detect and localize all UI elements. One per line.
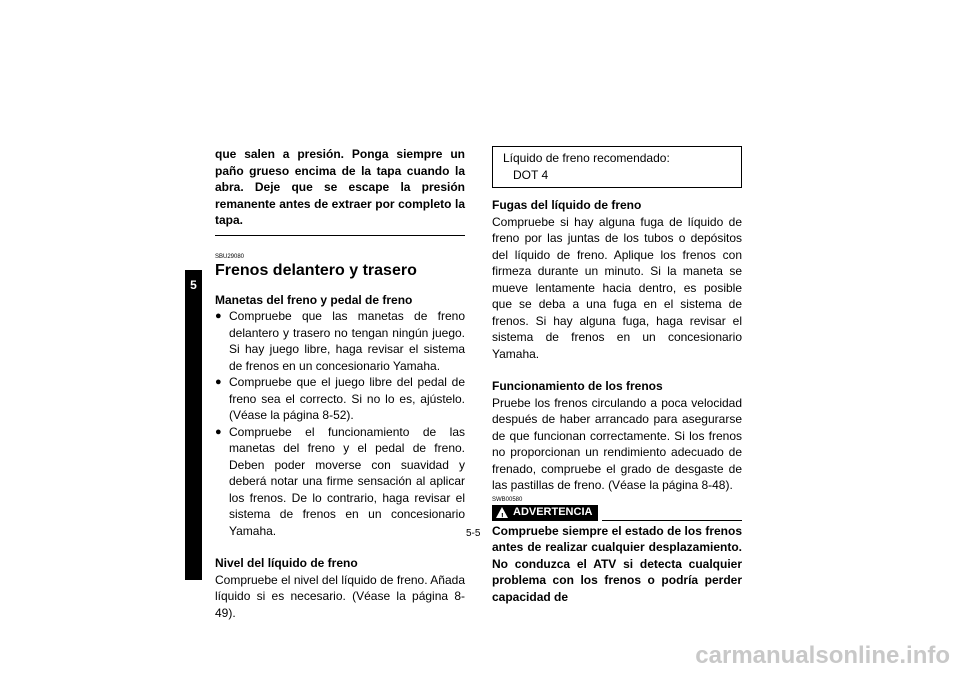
section-code: SBU29080 <box>215 253 245 260</box>
bullet-icon: ● <box>215 310 222 322</box>
subheading-fluid-level: Nivel del líquido de freno <box>215 556 358 570</box>
list-item: ● Compruebe que las manetas de freno delantero y trasero no tengan ningún juego. Si hay juego libre, haga revisar el sistema de frenos en un concesionario Yamaha. <box>215 309 465 373</box>
section-heading: Frenos delantero y trasero <box>215 261 417 279</box>
page-number: 5-5 <box>466 528 481 539</box>
box-label: Líquido de freno recomendado: <box>503 151 670 165</box>
bullet-icon: ● <box>215 425 222 438</box>
box-value: DOT 4 <box>513 167 549 182</box>
recommended-fluid-box <box>492 146 742 188</box>
subheading-leaks: Fugas del líquido de freno <box>492 198 642 212</box>
chapter-number: 5 <box>190 278 197 292</box>
warning-triangle-icon: ! <box>496 507 508 518</box>
watermark: carmanualsonline.info <box>695 642 950 669</box>
warning-text: Compruebe siempre el estado de los frenos antes de realizar cualquier desplazamiento. No conduzca el ATV si detecta cualquier problema con los frenos o podría perder capacidad de <box>492 523 742 604</box>
list-item: ● Compruebe que el juego libre del pedal de freno sea el correcto. Si no lo es, ajústelo. (Véase la página 8-52). <box>215 375 465 422</box>
pressure-warning-text: que salen a presión. Ponga siempre un paño grueso encima de la tapa cuando la abra. Deje que se escape la presión remanente antes de extraer por completo la tapa. <box>215 147 465 227</box>
warning-badge <box>492 505 598 521</box>
leaks-text: Compruebe si hay alguna fuga de líquido de freno por las juntas de los tubos o depósitos del líquido de freno. Aplique los frenos con firmeza durante un minuto. Si la maneta se mueve lentamente hacia dentro, es posible que se deba a una fuga en el sistema de frenos. Si hay alguna fuga, haga revisar el sistema de frenos en un concesionario Yamaha. <box>492 214 742 361</box>
divider <box>215 235 465 236</box>
warning-code: SWB00580 <box>492 496 523 503</box>
warning-label: ADVERTENCIA <box>513 506 593 519</box>
warning-header <box>492 505 742 521</box>
subheading-operation: Funcionamiento de los frenos <box>492 379 663 393</box>
operation-text: Pruebe los frenos circulando a poca velocidad después de haber arrancado para asegurarse de que funcionan correctamente. Si los frenos no proporcionan un rendimiento adecuado de frenado, compruebe el grado de desgaste de las pastillas de freno. (Véase la página 8-48). <box>492 395 742 492</box>
check-list <box>215 308 465 539</box>
right-column <box>492 146 742 605</box>
left-column <box>215 146 465 621</box>
bullet-icon: ● <box>215 376 222 388</box>
fluid-level-text: Compruebe el nivel del líquido de freno. Añada líquido si es necesario. (Véase la página 8-49). <box>215 572 465 620</box>
chapter-tab <box>185 270 202 580</box>
list-item: ● Compruebe el funcionamiento de las manetas del freno y el pedal de freno. Deben poder moverse con suavidad y deberá notar una firme sensación al aplicar los frenos. De lo contrario, haga revisar el sistema de frenos en un concesionario Yamaha. <box>215 424 465 538</box>
subheading-levers: Manetas del freno y pedal de freno <box>215 292 413 307</box>
warning-rule <box>602 520 742 521</box>
